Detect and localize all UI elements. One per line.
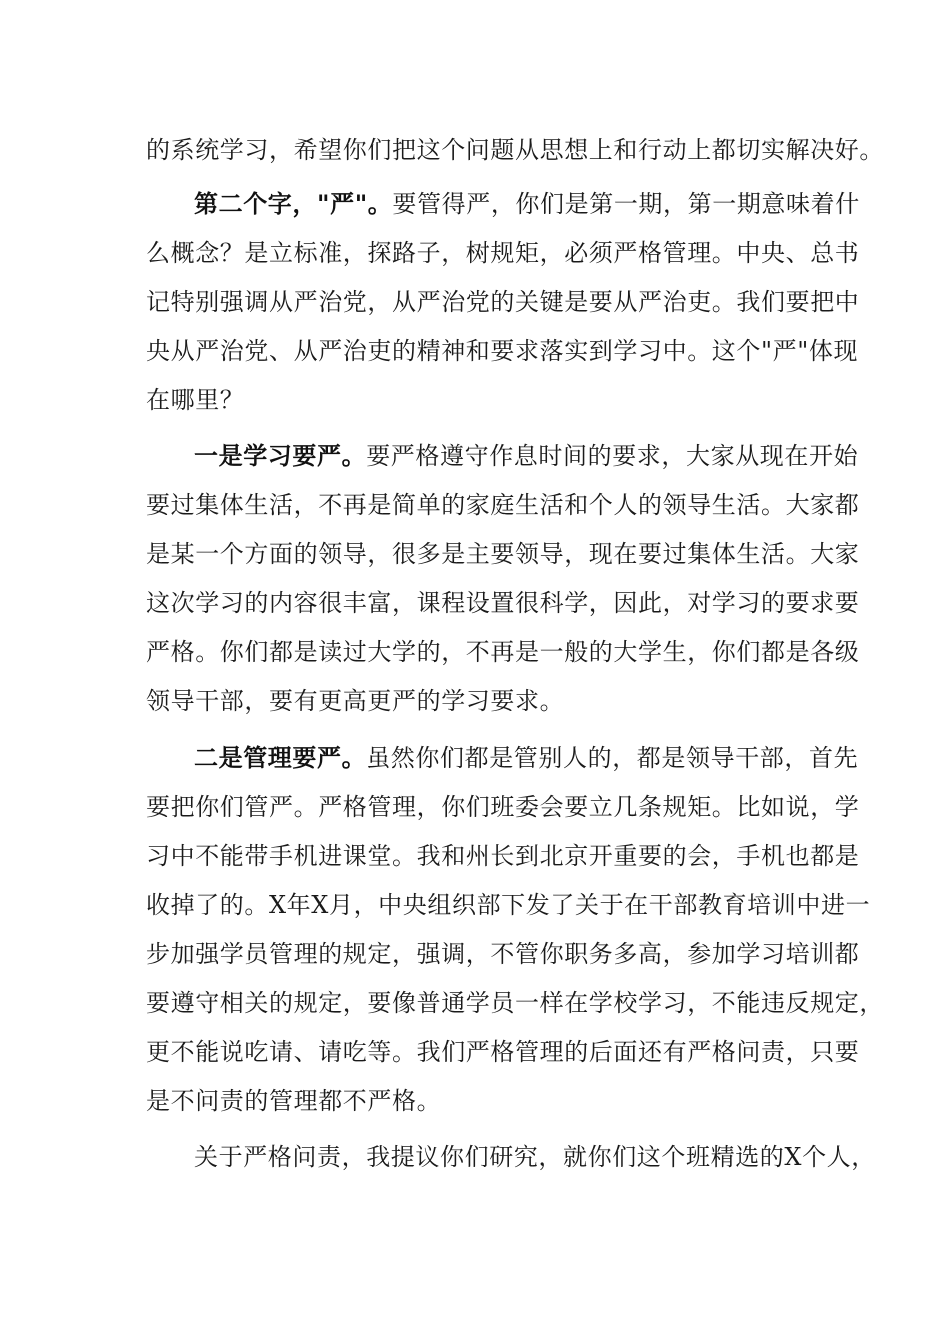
text-line [146,1081,826,1121]
text-line [146,380,826,420]
text-line [146,681,826,721]
text-line [194,1137,876,1177]
line-text: 习中不能带手机进课堂。我和州长到北京开重要的会，手机也都是 [146,842,860,870]
line-text: 虽然你们都是管别人的，都是领导干部，首先 [366,744,859,772]
text-line [146,534,860,574]
line-text: 关于严格问责，我提议你们研究，就你们这个班精选的X个人， [194,1143,876,1171]
text-line [146,485,860,525]
text-line [146,836,860,876]
text-line [146,331,859,371]
line-text: 要过集体生活，不再是简单的家庭生活和个人的领导生活。大家都 [146,491,860,519]
line-text: 央从严治党、从严治吏的精神和要求落实到学习中。这个"严"体现 [146,337,859,365]
line-text: 是某一个方面的领导，很多是主要领导，现在要过集体生活。大家 [146,540,860,568]
paragraph-lead: 一是学习要严。 [194,442,367,470]
line-text: 要遵守相关的规定，要像普通学员一样在学校学习，不能违反规定， [146,989,884,1017]
line-text: 是不问责的管理都不严格。 [146,1087,442,1115]
paragraph-lead: 二是管理要严。 [194,744,367,772]
line-text: 在哪里？ [146,386,245,414]
line-text: 要严格遵守作息时间的要求，大家从现在开始 [366,442,859,470]
line-text: 步加强学员管理的规定，强调，不管你职务多高，参加学习培训都 [146,940,860,968]
line-text: 么概念？是立标准，探路子，树规矩，必须严格管理。中央、总书 [146,239,860,267]
text-line [146,130,884,170]
text-line [146,583,860,623]
line-text: 记特别强调从严治党，从严治党的关键是要从严治吏。我们要把中 [146,288,860,316]
text-line [146,233,860,273]
paragraph-lead: 第二个字，"严"。 [194,190,393,218]
text-line [146,787,860,827]
line-text: 这次学习的内容很丰富，课程设置很科学，因此，对学习的要求要 [146,589,860,617]
text-line [194,436,859,476]
text-line [146,1032,860,1072]
text-line [146,934,860,974]
text-line [146,632,860,672]
text-line [194,738,859,778]
text-line [146,983,884,1023]
line-text: 更不能说吃请、请吃等。我们严格管理的后面还有严格问责，只要 [146,1038,860,1066]
line-text: 的系统学习，希望你们把这个问题从思想上和行动上都切实解决好。 [146,136,884,164]
text-line [194,184,860,224]
line-text: 领导干部，要有更高更严的学习要求。 [146,687,565,715]
text-line [146,885,871,925]
line-text: 收掉了的。X年X月，中央组织部下发了关于在干部教育培训中进一 [146,891,871,919]
line-text: 要管得严，你们是第一期，第一期意味着什 [392,190,860,218]
line-text: 要把你们管严。严格管理，你们班委会要立几条规矩。比如说，学 [146,793,860,821]
line-text: 严格。你们都是读过大学的，不再是一般的大学生，你们都是各级 [146,638,860,666]
text-line [146,282,860,322]
